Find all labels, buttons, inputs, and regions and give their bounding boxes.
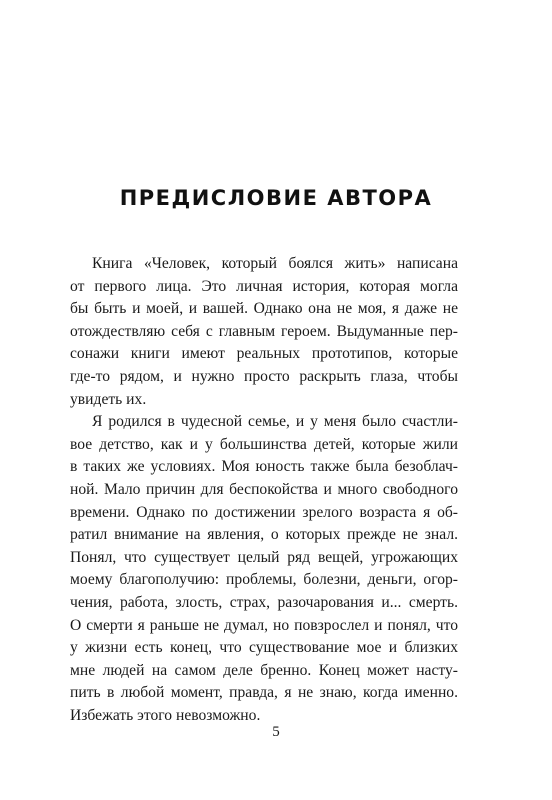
- text-line: отождествляю себя с главным героем. Выдуманные пер-: [70, 322, 458, 340]
- page-number: 5: [272, 724, 280, 740]
- text-line: ратил внимание на явления, о которых прежде не знал.: [70, 526, 458, 544]
- text-line: увидеть их.: [70, 390, 147, 408]
- text-line: чения, работа, злость, страх, разочарования и... смерть.: [70, 593, 458, 611]
- text-line: у жизни есть конец, что существование мое и близких: [70, 639, 458, 657]
- text-line: О смерти я раньше не думал, но повзрослел и понял, что: [70, 616, 458, 634]
- text-line: вое детство, как и у большинства детей, которые жили: [70, 435, 458, 453]
- text-line: мне людей на самом деле бренно. Конец может насту-: [70, 661, 458, 679]
- text-line: ной. Мало причин для беспокойства и много свободного: [70, 480, 458, 498]
- paragraph-2: [70, 411, 458, 727]
- paragraph-1: [70, 253, 458, 411]
- chapter-title: ПРЕДИСЛОВИЕ АВТОРА: [119, 186, 433, 210]
- body-text: [70, 253, 458, 727]
- text-line: где-то рядом, и нужно просто раскрыть глаза, чтобы: [70, 367, 458, 385]
- text-line: Понял, что существует целый ряд вещей, угрожающих: [70, 548, 458, 566]
- text-line: моему благополучию: проблемы, болезни, деньги, огор-: [70, 571, 458, 589]
- text-line: сонажи книги имеют реальных прототипов, которые: [70, 345, 458, 363]
- text-line: в таких же условиях. Моя юность также была безоблач-: [70, 458, 458, 476]
- text-line: бы быть и моей, и вашей. Однако она не моя, я даже не: [70, 300, 458, 318]
- text-line: пить в любой момент, правда, я не знаю, когда именно.: [70, 684, 458, 702]
- text-line: времени. Однако по достижении зрелого возраста я об-: [70, 503, 458, 521]
- text-line: от первого лица. Это личная история, которая могла: [70, 277, 458, 295]
- text-line: Я родился в чудесной семье, и у меня было счастли-: [92, 413, 458, 431]
- text-line: Избежать этого невозможно.: [70, 706, 261, 724]
- text-line: Книга «Человек, который боялся жить» написана: [92, 255, 458, 272]
